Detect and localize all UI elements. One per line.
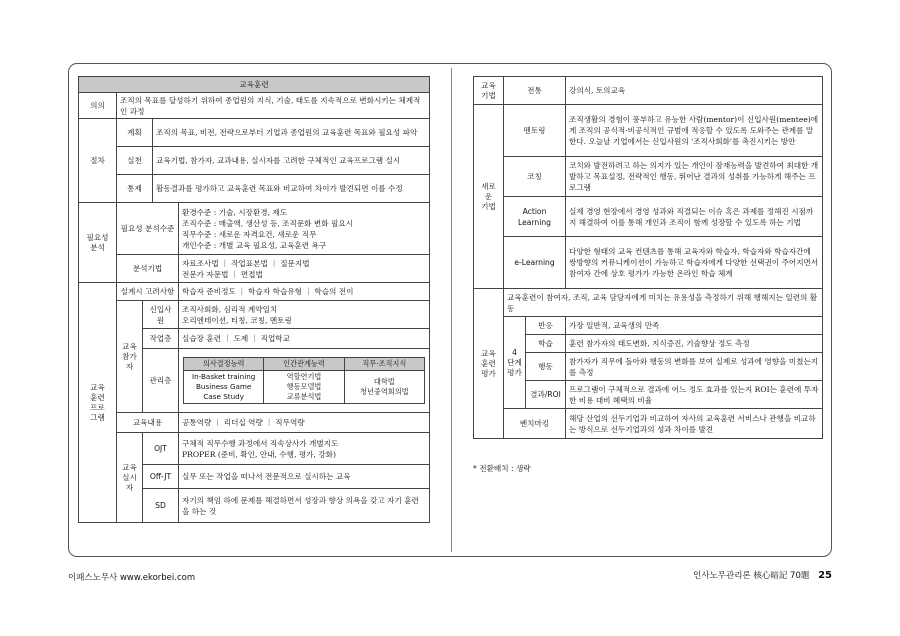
page-number: 25 bbox=[818, 570, 832, 581]
needs-level-job: 직무수준 : 새로운 자격요건, 새로운 직무 bbox=[182, 229, 317, 239]
program-label-line: 교육 bbox=[90, 382, 105, 392]
participant-label bbox=[117, 301, 143, 413]
new-label-line: 새로 bbox=[481, 181, 496, 191]
behavior-label: 행동 bbox=[526, 353, 566, 381]
learning-text: 훈련 참가자의 태도변화, 지식증진, 기술향상 정도 측정 bbox=[566, 335, 823, 353]
right-column bbox=[473, 76, 823, 439]
four-level-label-line: 4 bbox=[512, 347, 517, 357]
action-learning-line2: Learning bbox=[518, 217, 551, 227]
needs-level-label: 필요성 분석수준 bbox=[117, 203, 179, 255]
executor-label-line: 교육 bbox=[122, 462, 137, 472]
result-roi-text: 프로그램이 구체적으로 결과에 어느 정도 효과를 있는지 ROI는 훈련에 투자한 비용 대비 혜택의 비율 bbox=[566, 381, 823, 409]
participant-label-line: 참가 bbox=[122, 351, 137, 361]
newhire-line1: 조직사회화, 심리적 계약일치 bbox=[182, 304, 278, 314]
procedure-do-text: 교육기법, 참가자, 교과내용, 실시자를 고려한 구체적인 교육프로그램 실시 bbox=[153, 147, 430, 175]
procedure-control-text: 활동결과를 평가하고 교육훈련 목표와 비교하여 차이가 발견되면 이를 수정 bbox=[153, 175, 430, 203]
meaning-text: 조직의 목표를 달성하기 위하여 종업원의 지식, 기술, 태도를 지속적으로 변화시키는 체계적인 과정 bbox=[117, 93, 430, 119]
mentoring-text: 조직생활의 경험이 풍부하고 유능한 사람(mentor)이 신입사원(mentee)에게 조직의 공식적·비공식적인 규범에 적응할 수 있도록 도와주는 관계를 말한다. 오늘날 기업에서는 신입사원의 '조직사회화'를 촉진시키는 방안 bbox=[566, 105, 823, 157]
result-roi-label: 결과/ROI bbox=[526, 381, 566, 409]
method-item: Business Game bbox=[195, 382, 252, 391]
footer-publisher: 이패스노무사 www.ekorbei.com bbox=[68, 573, 196, 583]
action-learning-label bbox=[504, 197, 566, 237]
reaction-text: 가장 일반적, 교육생의 만족 bbox=[566, 317, 823, 335]
four-level-label bbox=[504, 317, 526, 409]
analysis-methods-line2: 전문가 자문법 ｜ 면접법 bbox=[182, 269, 263, 279]
benchmarking-label: 벤치마킹 bbox=[504, 409, 566, 439]
offjt-label: Off-JT bbox=[143, 465, 179, 489]
job-knowledge-header: 직무·조직지식 bbox=[344, 358, 424, 371]
human-relations-methods bbox=[264, 371, 344, 404]
manager-label: 관리층 bbox=[143, 349, 179, 413]
method-item: 대학법 bbox=[373, 377, 395, 386]
needs-label-line2: 분석 bbox=[90, 242, 105, 252]
evaluation-label-line: 훈련 bbox=[481, 358, 496, 368]
job-knowledge-methods bbox=[344, 371, 424, 404]
footer-book-info bbox=[693, 569, 832, 581]
left-column bbox=[78, 76, 430, 523]
design-consideration-text: 학습자 준비정도 ｜ 학습자 학습유형 ｜ 학습의 전이 bbox=[179, 283, 430, 301]
procedure-plan-label: 계획 bbox=[117, 119, 153, 147]
decision-making-methods bbox=[184, 371, 264, 404]
manager-cell bbox=[179, 349, 430, 413]
worker-label: 작업층 bbox=[143, 329, 179, 349]
evaluation-label-line: 평가 bbox=[481, 368, 496, 378]
executor-label-line: 실시 bbox=[122, 472, 137, 482]
decision-making-header: 의사결정능력 bbox=[184, 358, 264, 371]
offjt-text: 실무 또는 작업을 떠나서 전문적으로 실시하는 교육 bbox=[179, 465, 430, 489]
sd-text: 자기의 책임 하에 문제를 해결하면서 성장과 향상 의욕을 갖고 자기 훈련을 하는 것 bbox=[179, 489, 430, 523]
procedure-control-label: 통제 bbox=[117, 175, 153, 203]
needs-levels bbox=[179, 203, 430, 255]
learning-label: 학습 bbox=[526, 335, 566, 353]
method-item: 교류분석법 bbox=[286, 392, 322, 401]
techniques-label bbox=[474, 77, 504, 105]
needs-level-organization: 조직수준 : 매출액, 생산성 등, 조직문화 변화 필요시 bbox=[182, 218, 353, 228]
four-level-label-line: 단계 bbox=[507, 357, 522, 367]
mentoring-label: 멘토링 bbox=[504, 105, 566, 157]
action-learning-line1: Action bbox=[522, 206, 547, 216]
design-consideration-label: 설계시 고려사항 bbox=[117, 283, 179, 301]
needs-level-individual: 개인수준 : 개별 교육 필요성, 교육훈련 욕구 bbox=[182, 240, 327, 250]
method-item: In-Basket training bbox=[191, 372, 256, 381]
procedure-plan-text: 조직의 목표, 비전, 전략으로부터 기업과 종업원의 교육훈련 목표와 필요성 파악 bbox=[153, 119, 430, 147]
education-training-table bbox=[78, 76, 430, 523]
traditional-label: 전통 bbox=[504, 77, 566, 105]
new-label-line: 운 bbox=[484, 191, 493, 201]
newhire-line2: 오리엔테이션, 티칭, 코칭, 멘토링 bbox=[182, 315, 292, 325]
method-item: 행동모델법 bbox=[286, 382, 322, 391]
evaluation-label-line: 교육 bbox=[481, 348, 496, 358]
executor-label-line: 자 bbox=[125, 482, 134, 492]
needs-label-line1: 필요성 bbox=[86, 232, 109, 242]
column-divider bbox=[451, 68, 452, 552]
ojt-text bbox=[179, 433, 430, 465]
new-label-line: 기법 bbox=[481, 201, 496, 211]
manager-skills-table bbox=[183, 357, 425, 404]
footer-book-title: 인사노무관리론 核心暗記 70題 bbox=[693, 571, 810, 581]
ojt-label: OJT bbox=[143, 433, 179, 465]
benchmarking-text: 해당 산업의 선두기업과 비교하여 자사의 교육훈련 서비스나 관행을 비교하는 방식으로 선두기업과의 성과 차이를 발견 bbox=[566, 409, 823, 439]
techniques-label-line: 교육 bbox=[481, 80, 496, 90]
analysis-methods-line1: 자료조사법 ｜ 작업표본법 ｜ 질문지법 bbox=[182, 258, 310, 268]
transfer-note: * 전환배치 : 생략 bbox=[473, 464, 531, 473]
traditional-text: 강의식, 토의교육 bbox=[566, 77, 823, 105]
evaluation-intro: 교육훈련이 참여자, 조직, 교육 담당자에게 미치는 유용성을 측정하기 위해 행해지는 일련의 활동 bbox=[504, 289, 823, 317]
reaction-label: 반응 bbox=[526, 317, 566, 335]
new-techniques-label bbox=[474, 105, 504, 289]
program-label bbox=[79, 283, 117, 523]
content-label: 교육내용 bbox=[117, 413, 179, 433]
executor-label bbox=[117, 433, 143, 523]
analysis-method-label: 분석기법 bbox=[117, 255, 179, 283]
newhire-text bbox=[179, 301, 430, 329]
evaluation-label bbox=[474, 289, 504, 439]
needs-analysis-label bbox=[79, 203, 117, 283]
sd-label: SD bbox=[143, 489, 179, 523]
newhire-label: 신입사원 bbox=[143, 301, 179, 329]
worker-text: 실습장 훈련 ｜ 도제 ｜ 직업학교 bbox=[179, 329, 430, 349]
procedure-do-label: 실천 bbox=[117, 147, 153, 175]
content-text: 공통역량 ｜ 리더십 역량 ｜ 직무역량 bbox=[179, 413, 430, 433]
elearning-text: 다양한 형태의 교육 컨텐츠를 통해 교육자와 학습자, 학습자와 학습자간에 쌍방향의 커뮤니케이션이 가능하고 학습자에게 다양한 선택권이 주어지면서 참여자 간에 상호 평가가 가능한 온라인 학습 체계 bbox=[566, 237, 823, 289]
human-relations-header: 인간관계능력 bbox=[264, 358, 344, 371]
action-learning-text: 실제 경영 현장에서 경영 성과와 직결되는 이슈 혹은 과제를 정해진 시점까지 해결하여 이를 통해 개인과 조직이 함께 성장할 수 있도록 하는 기법 bbox=[566, 197, 823, 237]
coaching-text: 코치와 발전하려고 하는 의지가 있는 개인이 잠재능력을 발견하여 최대한 개발하고 목표설정, 전략적인 행동, 뛰어난 결과의 성취를 가능하게 해주는 프로그램 bbox=[566, 157, 823, 197]
ojt-line2: PROPER (준비, 확인, 안내, 수행, 평가, 강화) bbox=[182, 449, 336, 459]
participant-label-line: 교육 bbox=[122, 341, 137, 351]
techniques-evaluation-table bbox=[473, 76, 823, 439]
coaching-label: 코칭 bbox=[504, 157, 566, 197]
techniques-label-line: 기법 bbox=[481, 90, 496, 100]
program-label-line: 훈련 bbox=[90, 392, 105, 402]
program-label-line: 그램 bbox=[90, 412, 105, 422]
method-item: 청년중역회의법 bbox=[360, 387, 409, 396]
method-item: Case Study bbox=[203, 392, 244, 401]
participant-label-line: 자 bbox=[125, 361, 134, 371]
analysis-methods bbox=[179, 255, 430, 283]
program-label-line: 프로 bbox=[90, 402, 105, 412]
four-level-label-line: 평가 bbox=[507, 367, 522, 377]
method-item: 역할연기법 bbox=[286, 372, 322, 381]
meaning-label: 의의 bbox=[79, 93, 117, 119]
ojt-line1: 구체적 직무수행 과정에서 직속상사가 개별지도 bbox=[182, 438, 339, 448]
needs-level-environment: 환경수준 : 기술, 시장환경, 제도 bbox=[182, 207, 288, 217]
procedure-label: 절차 bbox=[79, 119, 117, 203]
behavior-text: 참가자가 직무에 돌아와 행동의 변화를 보여 실제로 성과에 영향을 미쳤는지를 측정 bbox=[566, 353, 823, 381]
table-header: 교육훈련 bbox=[79, 77, 430, 93]
elearning-label: e-Learning bbox=[504, 237, 566, 289]
